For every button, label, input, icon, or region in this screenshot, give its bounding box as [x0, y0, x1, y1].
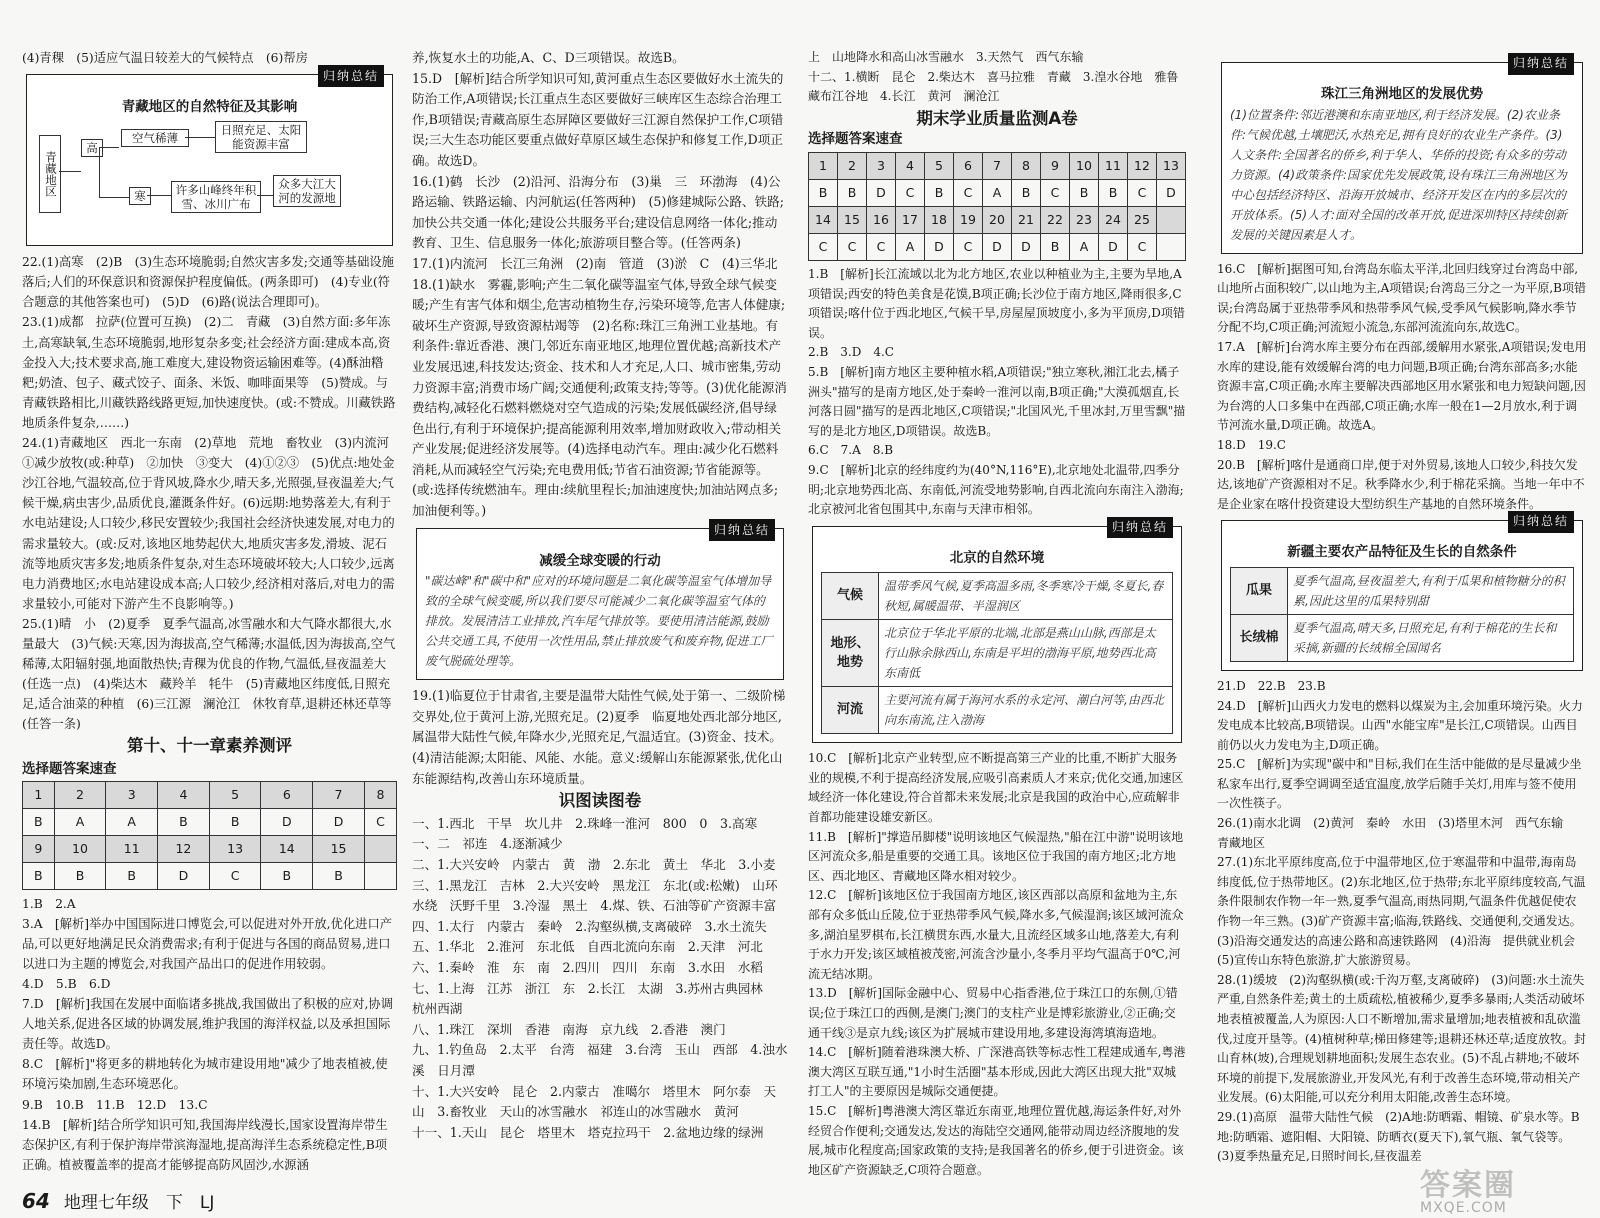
summary-badge: 归纳总结	[1107, 517, 1173, 539]
table-cell: B	[23, 808, 55, 835]
table-cell: 夏季气温高,晴天多,日照充足,有利于棉花的生长和采摘,新疆的长绒棉全国闻名	[1288, 614, 1574, 661]
table-cell: 12	[1128, 152, 1157, 179]
table-cell: 9	[1041, 152, 1070, 179]
answer-21: 21.D 22.B 23.B	[1217, 678, 1326, 693]
answer-24: 24.(1)青藏地区 西北一东南 (2)草地 荒地 畜牧业 (3)内流河 ①减少放牧(或:种草) ②加快 ③变大 (4)①②③ (5)优点:地处金沙江谷地,气温较高,位于背风坡,降水少,晴天多,光照强,昼夜温差大;气候干燥,病虫害少,品质优良,灌溉条件好。(6)远期:地势落差大,有利于水电站建设;人口较少,移民安置较少;我国社会经济快速发展,对电力的需求量较大。(或:反对,该地区地势起伏大,地质灾害多发,滑坡、泥石流等地质灾害多发;地质条件复杂,对生态环境破坏较大;人口较少,远离电力消费地区;水电站建设成本高;人口较少,经济相对落后,对电力的需求量较小,可能对下游产生不良影响等。)	[22, 436, 402, 611]
summary-table	[1230, 567, 1574, 662]
table-cell: 23	[1070, 206, 1099, 233]
answer-17: 17.(1)内流河 长江三角洲 (2)南 管道 (3)淤 C (4)三华北	[412, 255, 778, 271]
answer-15: 15.C [解析]粤港澳大湾区靠近东南亚,地理位置优越,海运条件好,对外经贸合作便利;交通发达,发达的海陆空交通网,能带动周边经济腹地的发展,城市化程度高;国家政策的支持;是我国著名的侨乡,便于引进资金。该地区矿产资源缺乏,C项符合题意。	[808, 1103, 1184, 1177]
table-cell: B	[209, 808, 261, 835]
answer-13: 13.D [解析]国际金融中心、贸易中心指香港,位于珠江口的东侧,①错误;位于珠江口的西侧,是澳门;澳门的支柱产业是博彩旅游业,②正确;交通干线③是京九线;该区为扩展城市建设用地,多建设海湾填海造地。	[808, 986, 1178, 1040]
table-cell: A	[54, 808, 106, 835]
diagram-connector	[147, 195, 171, 196]
answer-27: 27.(1)东北平原纬度高,位于中温带地区,位于寒温带和中温带,海南岛纬度低,位于热带地区。(2)东北地区,位于热带;东北平原纬度较高,气温条件限制农作物一年一熟,夏季气温高,雨热同期,气温条件优越促使农作物一年三熟。(3)矿产资源丰富;临海,铁路线、交通便利,交通发达。(3)沿海交通发达的高速公路和高速铁路网 (4)沿海 提供就业机会 (5)宣传山东特色旅游,扩大旅游贸易。	[1217, 855, 1588, 968]
answer-3: 3.A [解析]举办中国国际进口博览会,可以促进对外开放,优化进口产品,可以更好地满足民众消费需求;有利于促进与各国的商品贸易,进口以进口为主题的博览会,对我国产品出口的促进作用较弱。	[22, 916, 393, 971]
table-cell: 长绒棉	[1231, 614, 1288, 661]
table-cell: A	[106, 808, 158, 835]
answer-23: 23.(1)成都 拉萨(位置可互换) (2)二 青藏 (3)自然方面:多年冻土,高寒缺氧,生态环境脆弱,地形复杂多变;社会经济方面:建成本高,资金投入大;技术要求高,施工难度大,建设物资运输困难等。(4)酥油糌粑;奶渣、包子、藏式饺子、面条、米饭、咖啡面果等 (5)赞成。与青藏铁路相比,川藏铁路线路更短,加快速度快。(或:不赞成。川藏铁路地质条件复杂,……)	[22, 315, 396, 430]
table-cell: B	[809, 179, 838, 206]
table-cell: 瓜果	[1231, 567, 1288, 614]
table-cell: C	[364, 808, 396, 835]
table-cell: C	[838, 233, 867, 260]
summary-row	[822, 573, 1173, 620]
table-cell: C	[1128, 233, 1157, 260]
map-answer-10: 十、1.大兴安岭 昆仑 2.内蒙古 准噶尔 塔里木 阿尔泰 天山 3.畜牧业 天山的冰雪融水 祁连山的冰雪融水 黄河	[412, 1083, 777, 1120]
table-cell: 24	[1099, 206, 1128, 233]
exam-heading: 期末学业质量监测A卷	[916, 108, 1078, 128]
answer-6: 6.C 7.A 8.B	[808, 443, 894, 458]
table-cell: C	[209, 862, 261, 889]
table-cell: B	[261, 862, 313, 889]
table-cell: C	[896, 179, 925, 206]
summary-badge: 归纳总结	[1508, 53, 1574, 75]
table-cell	[364, 862, 396, 889]
table-cell: C	[867, 233, 896, 260]
table-cell: 3	[106, 781, 158, 808]
table-cell: 14	[261, 835, 313, 862]
table-cell: 15	[838, 206, 867, 233]
table-cell	[1157, 206, 1186, 233]
column-4	[1217, 48, 1587, 1167]
answer-1: 1.B 2.A	[22, 896, 76, 911]
answer-table-row	[809, 179, 1186, 206]
answer-table-row	[809, 233, 1186, 260]
table-cell: 温带季风气候,夏季高温多雨,冬季寒冷干燥,冬夏长,春秋短,属暖温带、半湿润区	[879, 573, 1173, 620]
table-cell: 4	[158, 781, 210, 808]
text-block: 养,恢复水土的功能,A、C、D三项错误。故选B。	[412, 50, 685, 65]
chapter-heading: 第十、十一章素养测评	[127, 736, 292, 756]
summary-box	[1221, 56, 1583, 254]
section-heading: 识图读图卷	[558, 791, 642, 811]
answer-14: 14.B [解析]结合所学知识可知,我国海岸线漫长,国家设置海岸带生态保护区,有利于保护海岸带滨海湿地,提高海洋生态系统稳定性,B项正确。植被覆盖率的提高才能够提高防风固沙,水源涵	[22, 1117, 388, 1172]
summary-title: 珠江三角洲地区的发展优势	[1321, 86, 1483, 102]
table-cell: D	[1012, 233, 1041, 260]
table-cell: 19	[954, 206, 983, 233]
table-cell: 6	[261, 781, 313, 808]
table-cell: C	[809, 233, 838, 260]
answer-17: 17.A [解析]台湾水库主要分布在西部,缓解用水紧张,A项错误;发电用水库的建设,能有效缓解台湾的电力问题,B项正确;台湾东部高多;水能资源丰富,C项正确;水库主要解决西部地区用水紧张和电力短缺问题,因为台湾的人口多集中在西部,C项正确;水库一般在1—2月放水,利于调节河流水量,D项正确。故选A。	[1217, 339, 1587, 433]
table-cell: B	[838, 179, 867, 206]
summary-row	[1231, 614, 1574, 661]
table-cell: 25	[1128, 206, 1157, 233]
answer-table-row	[809, 152, 1186, 179]
answer-2: 2.B 3.D 4.C	[808, 345, 894, 360]
summary-title: 青藏地区的自然特征及其影响	[121, 99, 298, 116]
summary-title: 减缓全球变暖的行动	[539, 552, 661, 569]
table-cell: 15	[313, 835, 365, 862]
answer-24: 24.D [解析]山西火力发电的燃料以煤炭为主,会加重环境污染。火力发电成本比较高,B项错误。山西"水能宝库"是长江,C项错误。山西目前仍以火力发电为主,D项正确。	[1217, 698, 1583, 752]
watermark-text: 答案圈	[1420, 1168, 1516, 1203]
table-cell: B	[106, 862, 158, 889]
table-cell: B	[1012, 179, 1041, 206]
table-cell: 1	[23, 781, 55, 808]
quick-answer-label: 选择题答案速查	[22, 760, 117, 777]
table-cell: 10	[54, 835, 106, 862]
table-cell: 1	[809, 152, 838, 179]
diagram-connector	[257, 195, 273, 196]
table-cell: B	[158, 808, 210, 835]
text-block: 上 山地降水和高山冰雪融水 3.天然气 西气东输	[808, 50, 1084, 64]
diagram-connector	[59, 171, 81, 172]
table-cell: 16	[867, 206, 896, 233]
map-answer-9: 九、1.钓鱼岛 2.太平 台湾 福建 3.台湾 玉山 西部 4.浊水溪 日月潭	[412, 1042, 788, 1078]
table-cell: 河流	[822, 687, 879, 734]
table-cell: 5	[925, 152, 954, 179]
answer-4: 4.D 5.B 6.D	[22, 977, 111, 991]
summary-badge: 归纳总结	[1508, 511, 1574, 533]
summary-table	[821, 572, 1173, 734]
table-cell: 气候	[822, 573, 879, 620]
table-cell: C	[1041, 179, 1070, 206]
table-cell: 8	[364, 781, 396, 808]
summary-text: (1)位置条件:邻近港澳和东南亚地区,利于经济发展。(2)农业条件:气候优越,土壤肥沃,水热充足,拥有良好的农业生产条件。(3)人文条件:全国著名的侨乡,利于华人、华侨的投资;有众多的劳动力资源。(4)政策条件:国家优先发展政策,设有珠江三角洲地区为中心包括经济特区、沿海开放城市、经济开发区在内的多层次的开放体系。(5)人才:面对全国的改革开放,促进深圳特区持续创新发展的关键因素是人才。	[1230, 107, 1567, 242]
table-cell: 主要河流有属于海河水系的永定河、潮白河等,由西北向东南流,注入渤海	[879, 687, 1173, 734]
table-cell: B	[1041, 233, 1070, 260]
diagram-connector	[185, 137, 215, 138]
diagram-node-cold: 寒	[129, 187, 151, 205]
table-cell: D	[313, 808, 365, 835]
answer-table-row	[809, 206, 1186, 233]
table-cell: 7	[983, 152, 1012, 179]
table-cell	[364, 835, 396, 862]
diagram-connector	[99, 147, 100, 197]
table-cell: 北京位于华北平原的北端,北部是燕山山脉,西部是太行山脉余脉西山,东南是平坦的渤海平原,地势西北高东南低	[879, 620, 1173, 687]
page-number: 64	[22, 1189, 50, 1213]
table-cell: D	[983, 233, 1012, 260]
watermark-url: MXQE.COM	[1420, 1200, 1507, 1216]
table-cell: 地形、地势	[822, 620, 879, 687]
book-title: 地理七年级 下 LJ	[63, 1193, 215, 1213]
answer-14: 14.C [解析]随着港珠澳大桥、广深港高铁等标志性工程建成通车,粤港澳大湾区互联互通,"1小时生活圈"基本形成,因此大湾区出现大批"双城打工人"的主要原因是城际交通便捷。	[808, 1045, 1186, 1099]
watermark-logo	[1420, 1160, 1590, 1214]
table-cell: C	[1128, 179, 1157, 206]
summary-box	[26, 69, 393, 246]
table-cell: D	[261, 808, 313, 835]
diagram-node-high: 高	[81, 139, 103, 157]
answer-19: 19.(1)临夏位于甘肃省,主要是温带大陆性气候,处于第一、二级阶梯交界处,位于黄河上游,光照充足。(2)夏季 临夏地处西北部分地区,属温带大陆性气候,年降水少,光照充足,气温适宜。(3)资金、技术。(4)清洁能源;太阳能、风能、水能。意义:缓解山东能源紧张,优化山东能源结构,改善山东环境质量。	[412, 688, 786, 786]
answer-25: 25.C [解析]为实现"碳中和"目标,我们在生活中能做的是尽量减少坐私家车出行,夏季空调调至适宜温度,放学后随手关灯,用库与签不使用一次性筷子。	[1217, 757, 1582, 811]
diagram-node-rivers: 众多大江大河的发源地	[273, 175, 341, 207]
table-cell: A	[1070, 233, 1099, 260]
answer-table	[22, 781, 397, 890]
table-cell: 13	[209, 835, 261, 862]
table-cell: 3	[867, 152, 896, 179]
table-cell: C	[954, 179, 983, 206]
table-cell: 2	[54, 781, 106, 808]
table-cell: 4	[896, 152, 925, 179]
table-cell: B	[54, 862, 106, 889]
table-cell: 10	[1070, 152, 1099, 179]
table-cell: 18	[925, 206, 954, 233]
summary-box	[416, 522, 784, 681]
summary-box	[812, 519, 1182, 744]
map-answer-1: 一、1.西北 干旱 坎儿井 2.珠峰一淮河 800 0 3.高寒 一、二 祁连 4.逐渐减少	[412, 815, 770, 852]
answer-table-row	[23, 781, 397, 808]
table-cell: A	[896, 233, 925, 260]
table-cell	[1157, 233, 1186, 260]
column-1	[22, 48, 402, 1175]
table-cell: D	[867, 179, 896, 206]
table-cell: 6	[954, 152, 983, 179]
answer-18: 18.(1)缺水 雾霾,影响;产生二氧化碳等温室气体,导致全球气候变暖;产生有害气体和烟尘,危害动植物生存,污染环境等,危害人体健康;破坏生产资源,导致资源枯竭等 (2)名称:珠江三角洲工业基地。有利条件:靠近香港、澳门,邻近东南亚地区,地理位置优越;高新技术产业发展迅速,科技发达;资金、技术和人才充足,人口、城市密集,劳动力资源丰富;消费市场广阔;交通便利;政策支持;等等。(3)优化能源消费结构,减轻化石燃料燃烧对空气造成的污染;发展低碳经济,倡导绿色出行,有利于环境保护;提高能源利用效率,增加财政收入;带动相关产业发展;促进经济发展等。(4)选择电动汽车。理由:减少化石燃料消耗,从而减轻空气污染;充电费用低;节省石油资源;节省能源等。(或:选择传统燃油车。理由:续航里程长;加油速度快;加油站网点多;加油便利等。)	[412, 276, 787, 519]
table-cell: 13	[1157, 152, 1186, 179]
map-answer-5: 五、1.华北 2.淮河 东北低 自西北流向东南 2.天津 河北	[412, 939, 763, 955]
table-cell: 夏季气温高,昼夜温差大,有利于瓜果和植物糖分的积累,因此这里的瓜果特别甜	[1288, 567, 1574, 614]
table-cell: C	[954, 233, 983, 260]
answer-22: 22.(1)高寒 (2)B (3)生态环境脆弱;自然灾害多发;交通等基础设施落后;人们的环保意识和资源保护程度偏低。(两条即可) (4)专业(符合题意的其他答案也可) (5)D (6)路(说法合理即可)。	[22, 255, 394, 310]
table-cell: D	[1157, 179, 1186, 206]
answer-5: 5.B [解析]南方地区主要种植水稻,A项错误;"独立寒秋,湘江北去,橘子洲头"描写的是南方地区,处于秦岭一淮河以南,B项正确;"大漠孤烟直,长河落日圆"描写的是西北地区,C项错误;"北国风光,千里冰封,万里雪飘"描写的是北方地区,D项错误。故选B。	[808, 364, 1186, 438]
answer-29: 29.(1)高原 温带大陆性气候 (2)A地:防晒霜、帽镜、矿泉水等。B地:防晒霜、遮阳帽、大阳镜、防晒衣(夏天下),氧气瓶、氧气袋等。(3)夏季热量充足,日照时间长,昼夜温差	[1217, 1109, 1580, 1164]
answer-18: 18.D 19.C	[1217, 437, 1286, 452]
answer-11: 11.B [解析]"撑造吊脚楼"说明该地区气候湿热,"船在江中游"说明该地区河流众多,船是重要的交通工具。该地区位于我国的南方地区;北方地区、西北地区、青藏地区降水相对较少。	[808, 829, 1184, 883]
table-cell: 20	[983, 206, 1012, 233]
answer-16: 16.C [解析]据图可知,台湾岛东临太平洋,北回归线穿过台湾岛中部,山地所占面积较广,以山地为主,A项错误;台湾岛三分之一为平原,B项错误;台湾岛属于亚热带季风和热带季风气候,受季风气候影响,降水季节分配不均,C项正确;河流短小流急,东部河流流向东,故选C。	[1217, 261, 1586, 335]
map-answer-11: 十一、1.天山 昆仑 塔里木 塔克拉玛干 2.盆地边缘的绿洲	[412, 1124, 764, 1140]
answer-15: 15.D [解析]结合所学知识可知,黄河重点生态区要做好水土流失的防治工作,A项错误;长江重点生态区要做好三峡库区生态综合治理工作,B项错误;青藏高原生态屏障区要做好三江源自然保护工作,C项错误;三大生态功能区要重点做好草原区域生态保护和修复工作,D项正确。故选D。	[412, 70, 784, 168]
map-answer-3: 三、1.黑龙江 吉林 2.大兴安岭 黑龙江 东北(或:松嫩) 山环水绕 沃野千里 3.冷湿 黑土 4.煤、铁、石油等矿产资源丰富	[412, 877, 778, 914]
answer-20: 20.B [解析]喀什是通商口岸,便于对外贸易,该地人口较少,科技欠发达,该地矿产资源相对不足。秋季降水少,利于棉花采摘。当地一年中不是企业家在喀什投资建设大型纺织生产基地的自然环境条件。	[1217, 457, 1585, 511]
answer-7: 7.D [解析]我国在发展中面临诸多挑战,我国做出了积极的应对,协调人地关系,促进各区域的协调发展,维护我国的海洋权益,以及承担国际责任等。故选D。	[22, 997, 394, 1052]
diagram-connector	[99, 147, 119, 148]
answer-16: 16.(1)鹤 长沙 (2)沿河、沿海分布 (3)巢 三 环渤海 (4)公路运输、铁路运输、内河航运(任答两种) (5)修建城际公路、铁路;加快公共交通一体化;建设公共服务平台;建设信息网络一体化;推动教育、卫生、信息服务一体化;旅游项目整合等。(任答两条)	[412, 173, 784, 251]
table-cell: D	[925, 233, 954, 260]
answer-table	[808, 152, 1186, 261]
map-answer-6: 六、1.秦岭 淮 东 南 2.四川 四川 东南 3.水田 水稻	[412, 959, 763, 975]
answer-table-row	[23, 808, 397, 835]
answer-9: 9.C [解析]北京的经纬度约为(40°N,116°E),北京地处北温带,四季分明;北京地势西北高、东南低,河流受地势影响,自西北流向东南注入渤海;北京被河北省包围其中,东南与天津市相邻。	[808, 462, 1184, 517]
table-cell: 7	[313, 781, 365, 808]
table-cell: 5	[209, 781, 261, 808]
summary-badge: 归纳总结	[709, 519, 775, 542]
summary-title: 新疆主要农产品特征及生长的自然条件	[1287, 544, 1517, 561]
table-cell: 12	[158, 835, 210, 862]
table-cell: 14	[809, 206, 838, 233]
table-cell: 2	[838, 152, 867, 179]
map-answer-8: 八、1.珠江 深圳 香港 南海 京九线 2.香港 澳门	[412, 1021, 726, 1037]
table-cell: D	[158, 862, 210, 889]
table-cell: 11	[1099, 152, 1128, 179]
column-2	[412, 48, 788, 1143]
answer-10: 10.C [解析]北京产业转型,应不断提高第三产业的比重,不断扩大服务业的规模,不利于提高经济发展,应吸引高素质人才来京;优化交通,加速区域经济一体化建设,符合首都未来发展;北京是我国的政治中心,应疏解非首都功能建设雄安新区。	[808, 751, 1184, 825]
table-cell: B	[313, 862, 365, 889]
table-cell: 22	[1041, 206, 1070, 233]
summary-row	[822, 620, 1173, 687]
answer-26: 26.(1)南水北调 (2)黄河 秦岭 水田 (3)塔里木河 西气东输 青藏地区	[1217, 816, 1576, 850]
table-cell: 21	[1012, 206, 1041, 233]
table-cell: D	[1099, 233, 1128, 260]
table-cell: 8	[1012, 152, 1041, 179]
answer-28: 28.(1)缓坡 (2)沟壑纵横(或:千沟万壑,支离破碎) (3)问题:水土流失严重,自然条件差;黄土的土质疏松,植被稀少,夏季多暴雨;人类活动破坏地表植被覆盖,人为原因:人口不断增加,需求量增加;地表植被和乱砍滥伐,过度开垦等。(4)植树种草;梯田修建等;退耕还林还草;适度放牧。封山育林(坡),合理规划耕地面积;发展生态农业。(5)不乱占耕地;不破坏环境的前提下,发展旅游业,开发风光,有利于改善生态环境,带动相关产业发展。(6)太阳能,可以充分利用太阳能,改善生态环境。	[1217, 972, 1586, 1105]
table-cell: B	[23, 862, 55, 889]
answer-9: 9.B 10.B 11.B 12.D 13.C	[22, 1097, 208, 1112]
table-cell: B	[925, 179, 954, 206]
summary-row	[822, 687, 1173, 734]
answer-table-row	[23, 835, 397, 862]
summary-row	[1231, 567, 1574, 614]
quick-answer-label: 选择题答案速查	[808, 131, 903, 148]
map-answer-2: 二、1.大兴安岭 内蒙古 黄 渤 2.东北 黄土 华北 3.小麦	[412, 857, 776, 872]
diagram-node-sun: 日照充足、太阳能资源丰富	[215, 121, 307, 153]
text-block: (4)青稞 (5)适应气温日较差大的气候特点 (6)帮房	[22, 51, 308, 65]
map-answer-7: 七、1.上海 江苏 浙江 东 2.长江 太湖 3.苏州古典园林 杭州西湖	[412, 980, 776, 1017]
diagram-node-lakes: 许多山峰终年积雪、冰川广布	[171, 181, 261, 213]
summary-title: 北京的自然环境	[949, 549, 1045, 566]
map-answer-4: 四、1.太行 内蒙古 秦岭 2.沟壑纵横,支离破碎 3.水土流失	[412, 918, 767, 934]
table-cell: 9	[23, 835, 55, 862]
concept-diagram	[35, 117, 384, 237]
summary-text: "碳达峰"和"碳中和"应对的环境问题是二氧化碳等温室气体增加导致的全球气候变暖,所以我们要尽可能减少二氧化碳等温室气体的排放。发展清洁工业排放,汽车尾气排放等。要使用清洁能源,鼓励公共交通工具,不使用一次性用品,禁止排放废气和废弃物,促进工厂废气脱硫处理等。	[425, 574, 773, 669]
answer-1: 1.B [解析]长江流域以北为北方地区,农业以种植业为主,主要为旱地,A项错误;西安的特色美食是花馍,B项正确;长沙位于南方地区,降雨很多,C项错误;喀什位于西北地区,气候干旱,房屋屋顶坡度小,多为平顶房,D项错误。	[808, 266, 1185, 340]
table-cell: A	[983, 179, 1012, 206]
diagram-node-air: 空气稀薄	[121, 129, 189, 147]
answer-12: 12.C [解析]该地区位于我国南方地区,该区西部以高原和盆地为主,东部有众多低山丘陵,位于亚热带季风气候,降水多,气候湿润;该区域河流众多,湖泊星罗棋布,长江横贯东西,水量大,且流经区域多山地,落差大,有利于水力开发;该区域植被茂密,河流含沙量小,冬季月平均气温高于0℃,河流无结冰期。	[808, 888, 1184, 981]
table-cell: 11	[106, 835, 158, 862]
summary-badge: 归纳总结	[318, 65, 384, 87]
diagram-connector	[99, 197, 129, 198]
table-cell: 17	[896, 206, 925, 233]
summary-box	[1221, 514, 1583, 671]
answer-table-row	[23, 862, 397, 889]
page-footer	[22, 1188, 214, 1213]
map-answer-12: 十二、1.横断 昆仑 2.柴达木 喜马拉雅 青藏 3.湟水谷地 雅鲁藏布江谷地 4.长江 黄河 澜沧江	[808, 69, 1179, 104]
table-cell: B	[1070, 179, 1099, 206]
diagram-node-region: 青藏地区	[39, 135, 61, 213]
answer-8: 8.C [解析]"将更多的耕地转化为城市建设用地"减少了地表植被,使环境污染加剧,生态环境恶化。	[22, 1057, 388, 1092]
column-3	[808, 48, 1186, 1180]
table-cell: B	[1099, 179, 1128, 206]
answer-25: 25.(1)晴 小 (2)夏季 夏季气温高,冰雪融水和大气降水都很大,水量最大 (3)气候:天寒,因为海拔高,空气稀薄;水温低,因为海拔高,空气稀薄,太阳辐射强,地面散热快;青稞为优良的作物,气温低,昼夜温差大 (任选一点) (4)柴达木 藏羚羊 牦牛 (5)青藏地区纬度低,日照充足,适合油菜的种植 (6)三江源 澜沧江 休牧育草,退耕还林还草等(任答一条)	[22, 616, 399, 732]
